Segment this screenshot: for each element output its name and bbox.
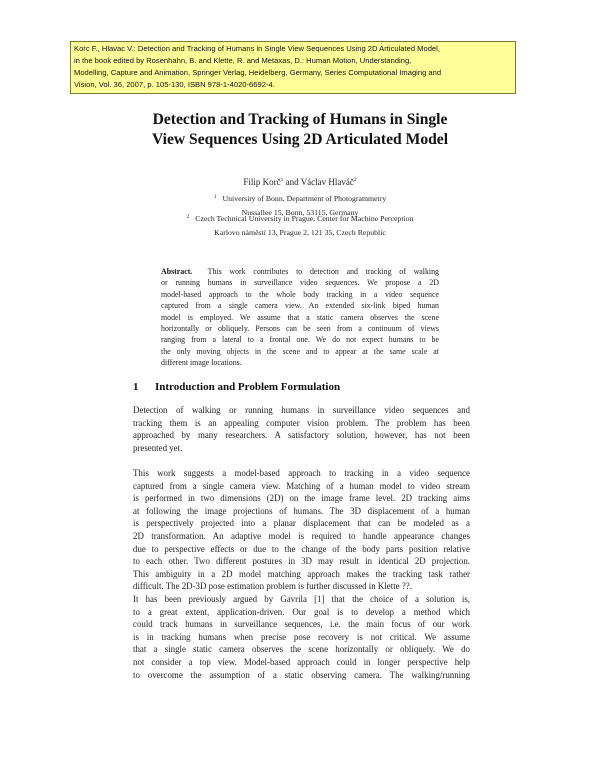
paragraph-line: could track humans in surveillance sequences, i.e. the main focus of our work — [133, 619, 470, 630]
paragraph-line: at following the image projections of humans. The 3D displacement of a human — [133, 505, 470, 516]
paragraph-line: that a single static camera observes the scene horizontally or obliquely. We do — [133, 644, 470, 655]
citation-line: Vision, Vol. 36, 2007, p. 105-130, ISBN 978-1-4020-6692-4. — [74, 80, 275, 90]
abstract-line: model-based approach to the whole body tracking in a video sequence — [161, 289, 439, 299]
citation-box — [70, 41, 516, 94]
paragraph-line: presented yet. — [133, 442, 183, 453]
paragraph-line: captured from a single camera view. Matching of a human model to video stream — [133, 480, 470, 491]
abstract-line: model is employed. We assume that a static camera observes the scene — [161, 312, 439, 322]
paragraph-line: It has been previously argued by Gavrila [1] that the choice of a solution is, — [133, 593, 470, 604]
paragraph-line: to a great extent, application-driven. Our goal is to develop a method which — [133, 606, 470, 617]
affiliation-line: Karlovo náměstí 13, Prague 2, 121 35, Czech Republic — [214, 227, 386, 237]
paragraph-line: approached by many researchers. A satisfactory solution, however, has not been — [133, 430, 470, 441]
affiliation-mark: 2 — [186, 214, 190, 220]
paragraph-line: is performed in two dimensions (2D) on the image frame level. 2D tracking aims — [133, 493, 470, 504]
affiliation-line: University of Bonn, Department of Photogrammetry — [222, 194, 387, 203]
abstract-line: This work contributes to detection and tracking of walking — [207, 267, 439, 276]
abstract-line: the only moving objects in the scene and to appear at the same scale at — [161, 346, 439, 356]
affiliation-2 — [150, 213, 450, 238]
paragraph-line: to overcome the assumption of a static observing camera. The walking/running — [133, 669, 470, 680]
author-name: Filip Korč — [243, 177, 281, 187]
paragraph-line: to each other. Two different postures in 3D may result in identical 2D projection. — [133, 556, 470, 567]
abstract-line: different image locations. — [161, 358, 242, 368]
citation-line: Modelling, Capture and Animation, Springer Verlag, Heidelberg, Germany, Series Computational Imaging and — [74, 68, 442, 78]
abstract-line: or running humans in surveillance video sequences. We propose a 2D — [161, 278, 439, 288]
paragraph-line: Detection of walking or running humans in surveillance video sequences and — [133, 405, 470, 415]
paragraph-line: not consider a top view. Model-based approach could in longer perspective help — [133, 656, 470, 667]
section-heading — [133, 381, 473, 393]
author-affil-mark: 2 — [353, 177, 357, 183]
paragraph-line: is perspectively projected into a planar displacement that can be modeled as a — [133, 518, 470, 529]
abstract-line: captured from a single camera view. An extended six-link biped human — [161, 301, 439, 311]
paper-title — [100, 110, 500, 149]
author-affil-mark: 1 — [280, 177, 284, 183]
author-conjunction: and — [283, 177, 301, 187]
paragraph-2 — [133, 467, 470, 681]
title-line-1: Detection and Tracking of Humans in Single — [152, 111, 448, 128]
paragraph-line: 2D transformation. An adaptive model is required to handle appearance changes — [133, 530, 470, 541]
section-title: Introduction and Problem Formulation — [155, 381, 341, 393]
paragraph-line: difficult. The 2D-3D pose estimation problem is further discussed in Klette ??. — [133, 581, 412, 592]
title-line-2: View Sequences Using 2D Articulated Model — [151, 130, 449, 148]
paragraph-1 — [133, 404, 470, 454]
affiliation-mark: 1 — [213, 194, 217, 200]
paragraph-line: This work suggests a model-based approach to tracking in a video sequence — [133, 468, 470, 478]
affiliation-line: Czech Technical University in Prague, Center for Machine Perception — [195, 214, 414, 223]
author-name: Václav Hlaváč — [300, 177, 354, 187]
author-list — [100, 177, 500, 187]
citation-line: Korc F., Hlavac V.: Detection and Tracking of Humans in Single View Sequences Using 2D Articulated Model, — [74, 44, 440, 53]
abstract-label: Abstract. — [161, 267, 193, 276]
abstract — [161, 266, 439, 369]
affiliation-line: Nussallee 15, Bonn, 53115, Germany — [241, 207, 359, 217]
paragraph-line: tracking them is an appealing computer vision problem. The problem has been — [133, 417, 470, 428]
abstract-line: horizontally or obliquely. Persons can be seen from a continuum of views — [161, 324, 439, 334]
paragraph-line: is in tracking humans when precise pose recovery is not critical. We assume — [133, 631, 470, 642]
citation-line: in the book edited by Rosenhahn, B. and Klette, R. and Metaxas, D.: Human Motion, Understanding, — [74, 56, 412, 66]
section-number: 1 — [133, 381, 139, 393]
paragraph-line: due to perspective effects or due to the change of the body parts position relative — [133, 543, 470, 554]
abstract-line: ranging from a lateral to a frontal one. We do not expect humans to be — [161, 335, 439, 345]
paragraph-line: This ambiguity in a 2D model matching approach makes the tracking task rather — [133, 568, 470, 579]
